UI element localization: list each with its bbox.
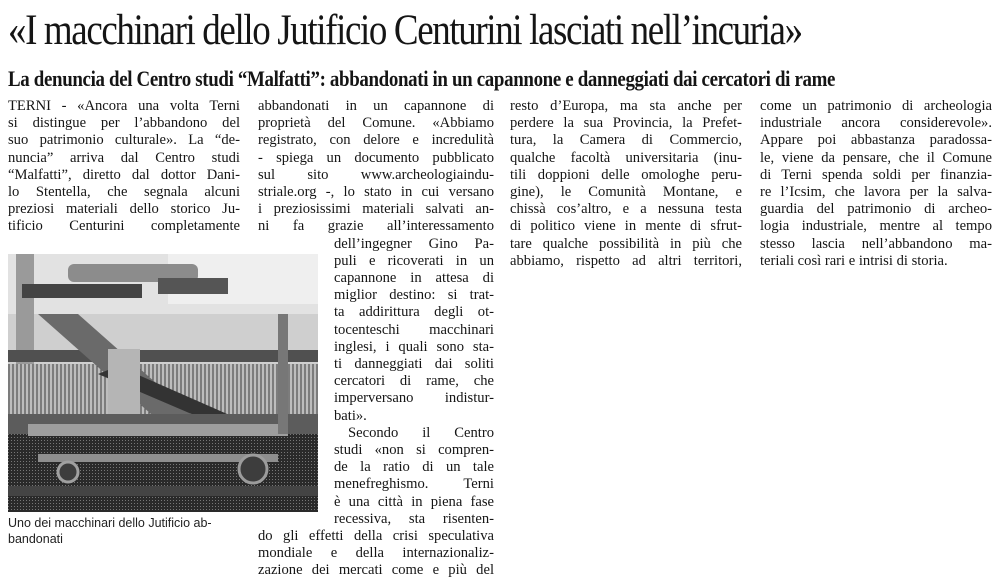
text-line: studi «non si compren- bbox=[334, 442, 494, 459]
text-line: Secondo il Centro bbox=[348, 424, 494, 441]
text-line: industriale ancora considerevole». bbox=[760, 115, 992, 132]
text-line: re l’Icsim, che lavora per la salva- bbox=[760, 184, 992, 201]
text-line: menefreghismo. Terni bbox=[334, 476, 494, 493]
text-line: proprietà del Comune. «Abbiamo bbox=[258, 115, 494, 132]
text-line: Appare poi abbastanza paradossa- bbox=[760, 132, 992, 149]
text-line: di Terni spenda soldi per finanzia- bbox=[760, 166, 992, 183]
text-line: ta addirittura degli ot- bbox=[334, 304, 494, 321]
text-line: abbandonati in un capannone di bbox=[258, 98, 494, 114]
text-line: tificio Centurini completamente bbox=[8, 218, 240, 235]
text-line: - spiega un documento pubblicato bbox=[258, 149, 494, 166]
text-line: recessiva, sta risenten- bbox=[334, 510, 494, 527]
article-column-2 bbox=[258, 98, 494, 580]
text-line: tocenteschi macchinari bbox=[334, 321, 494, 338]
text-line: logia industriale, mentre al tempo bbox=[760, 218, 992, 235]
text-line: imperversano indistur- bbox=[334, 390, 494, 407]
text-line: sul sito www.archeologiaindu- bbox=[258, 166, 494, 183]
text-line: tili doppioni delle omologhe peru- bbox=[510, 166, 742, 183]
text-line: gine), le Comunità Montane, e bbox=[510, 184, 742, 201]
text-line: preziosi materiali dello storico Ju- bbox=[8, 201, 240, 218]
caption-line: bandonati bbox=[8, 532, 63, 546]
text-line: striale.org -, lo stato in cui versano bbox=[258, 184, 494, 201]
article-column-3 bbox=[510, 98, 742, 270]
text-line: nuncia” arriva dal Centro studi bbox=[8, 149, 240, 166]
article-column-1 bbox=[8, 98, 240, 236]
text-line: guardia del patrimonio di archeo- bbox=[760, 201, 992, 218]
text-line: mondiale e della internazionaliz- bbox=[258, 545, 494, 562]
text-line: è una città in piena fase bbox=[334, 493, 494, 510]
text-line: registrato, con delore e incredulità bbox=[258, 132, 494, 149]
text-line: puli e ricoverati in un bbox=[334, 252, 494, 269]
text-line: suo patrimonio culturale». La “de- bbox=[8, 132, 240, 149]
text-line: stesso lascia nell’abbandono ma- bbox=[760, 235, 992, 252]
narrow-text-block bbox=[334, 236, 494, 528]
text-line: i preziosissimi materiali salvati an- bbox=[258, 201, 494, 218]
text-line: qualche facoltà universitaria (inu- bbox=[510, 149, 742, 166]
text-line: tare qualche possibilità in più che bbox=[510, 235, 742, 252]
text-line: come un patrimonio di archeologia bbox=[760, 98, 992, 114]
text-line: ti danneggiati dai soliti bbox=[334, 356, 494, 373]
text-line: bati». bbox=[334, 407, 367, 424]
text-line: inglesi, i quali sono sta- bbox=[334, 338, 494, 355]
text-line: chissà cos’altro, e a nessuna testa bbox=[510, 201, 742, 218]
text-line: do gli effetti della crisi speculativa bbox=[258, 528, 494, 545]
text-line: di politico viene in mente di sfrut- bbox=[510, 218, 742, 235]
article-column-4 bbox=[760, 98, 992, 270]
text-line: teriali così rari e intrisi di storia. bbox=[760, 252, 948, 269]
photo-caption bbox=[8, 515, 258, 547]
text-line: lo Stentella, che segnala alcuni bbox=[8, 184, 240, 201]
caption-line: Uno dei macchinari dello Jutificio ab- bbox=[8, 516, 212, 530]
text-line: le, viene da pensare, che il Comune bbox=[760, 149, 992, 166]
text-line: si distingue per l’abbandono del bbox=[8, 115, 240, 132]
text-line: TERNI - «Ancora una volta Terni bbox=[8, 98, 240, 114]
text-line: tura, la Camera di Commercio, bbox=[510, 132, 742, 149]
text-line: capannone in attesa di bbox=[334, 270, 494, 287]
text-line: perdere la sua Provincia, la Prefet- bbox=[510, 115, 742, 132]
text-line: resto d’Europa, ma sta anche per bbox=[510, 98, 742, 114]
text-line: ni fa grazie all’interessamento bbox=[258, 218, 494, 235]
headline: «I macchinari dello Jutificio Centurini lasciati nell’incuria» bbox=[8, 7, 802, 54]
text-line: dell’ingegner Gino Pa- bbox=[334, 235, 494, 252]
text-line: cercatori di rame, che bbox=[334, 373, 494, 390]
text-line: miglior destino: si trat- bbox=[334, 287, 494, 304]
subheadline: La denuncia del Centro studi “Malfatti”: abbandonati in un capannone e danneggiati dai cercatori di rame bbox=[8, 66, 836, 91]
text-line: de la ratio di un tale bbox=[334, 459, 494, 476]
text-line: zazione dei mercati come e più del bbox=[258, 562, 494, 579]
text-line: abbiamo, rispetto ad altri territori, bbox=[510, 252, 742, 269]
text-line: “Malfatti”, diretto dal dottor Dani- bbox=[8, 166, 240, 183]
